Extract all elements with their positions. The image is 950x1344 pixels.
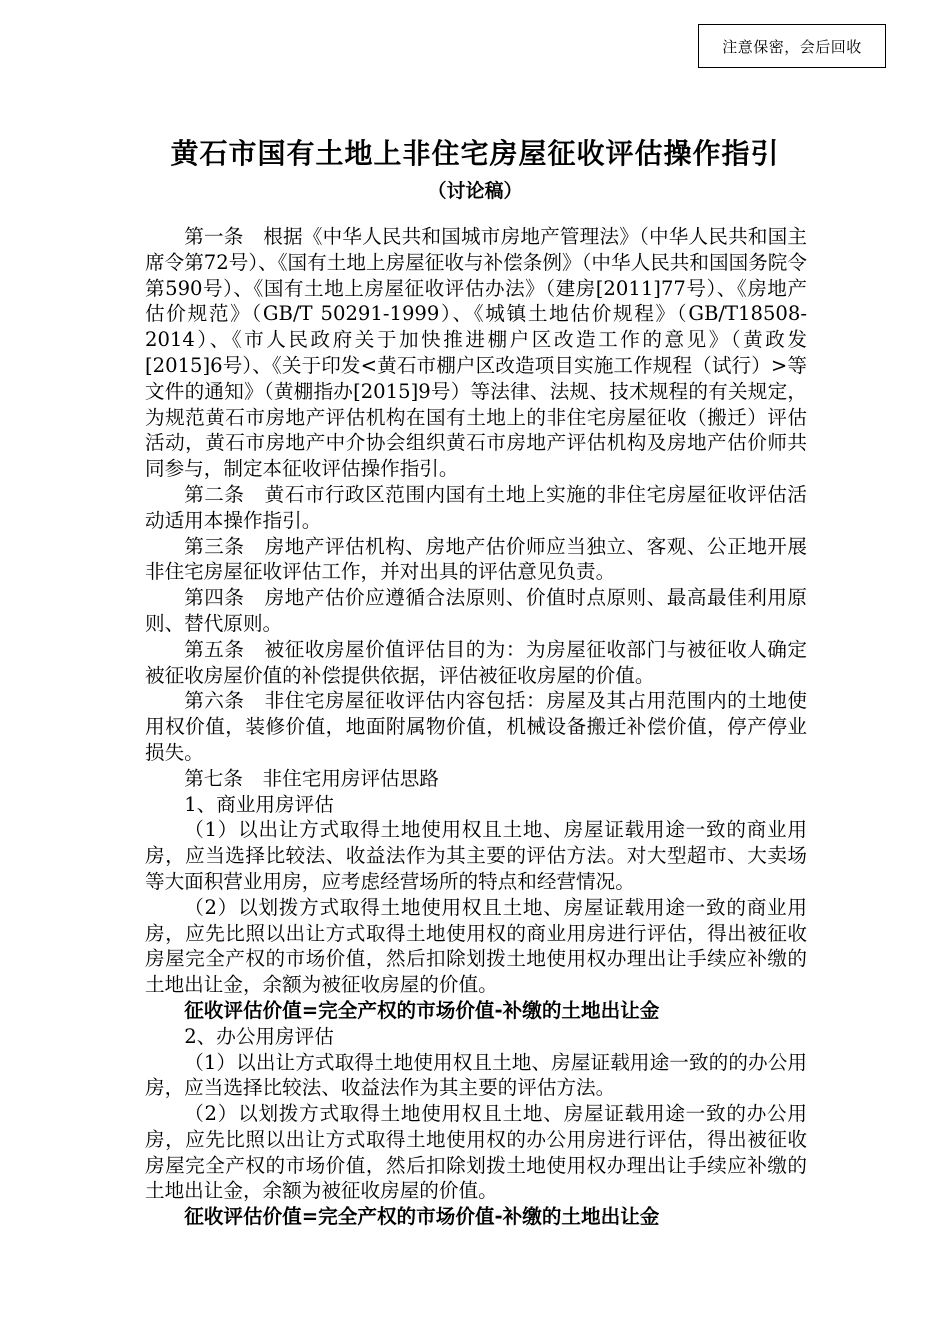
office-formula: 征收评估价值=完全产权的市场价值-补缴的土地出让金 [184,1205,660,1229]
confidential-notice-box [698,24,886,68]
commercial-item-1: （1）以出让方式取得土地使用权且土地、房屋证载用途一致的商业用房，应当选择比较法、收益法作为其主要的评估方法。对大型超市、大卖场等大面积营业用房，应考虑经营场所的特点和经营情况。 [145,818,807,893]
article-4-paragraph: 第四条 房地产估价应遵循合法原则、价值时点原则、最高最佳利用原则、替代原则。 [145,586,807,635]
office-item-2: （2）以划拨方式取得土地使用权且土地、房屋证载用途一致的办公用房，应先比照以出让方式取得土地使用权的办公用房进行评估，得出被征收房屋完全产权的市场价值，然后扣除划拨土地使用权办理出让手续应补缴的土地出让金，余额为被征收房屋的价值。 [145,1102,807,1203]
commercial-item-2: （2）以划拨方式取得土地使用权且土地、房屋证载用途一致的商业用房，应先比照以出让方式取得土地使用权的商业用房进行评估，得出被征收房屋完全产权的市场价值，然后扣除划拨土地使用权办理出让手续应补缴的土地出让金，余额为被征收房屋的价值。 [145,895,807,997]
article-6-paragraph: 第六条 非住宅房屋征收评估内容包括：房屋及其占用范围内的土地使用权价值，装修价值，地面附属物价值，机械设备搬迁补偿价值，停产停业损失。 [145,689,807,764]
confidential-notice-text: 注意保密，会后回收 [722,37,862,56]
document-subtitle: （讨论稿） [427,180,523,202]
article-1-paragraph: 第一条 根据《中华人民共和国城市房地产管理法》（中华人民共和国主席令第72号）、《国有土地上房屋征收与补偿条例》（中华人民共和国国务院令第590号）、《国有土地上房屋征收评估办法》（建房[2011]77号）、《房地产估价规范》（GB/T 50291-1999）、《城镇土地估价规程》（GB/T18508-2014）、《市人民政府关于加快推进棚户区改造工作的意见》（黄政发[2015]6号）、《关于印发<黄石市棚户区改造项目实施工作规程（试行）>等文件的通知》（黄棚指办[2015]9号）等法律、法规、技术规程的有关规定，为规范黄石市房地产评估机构在国有土地上的非住宅房屋征收（搬迁）评估活动，黄石市房地产中介协会组织黄石市房地产评估机构及房地产估价师共同参与，制定本征收评估操作指引。 [145,225,807,481]
commercial-section-heading: 1、商业用房评估 [184,792,334,816]
office-section-heading: 2、办公用房评估 [184,1024,334,1048]
document-title: 黄石市国有土地上非住宅房屋征收评估操作指引 [170,137,780,170]
article-3-paragraph: 第三条 房地产评估机构、房地产估价师应当独立、客观、公正地开展非住宅房屋征收评估工作，并对出具的评估意见负责。 [145,534,807,584]
article-7-heading: 第七条 非住宅用房评估思路 [184,766,439,790]
article-5-paragraph: 第五条 被征收房屋价值评估目的为：为房屋征收部门与被征收人确定被征收房屋价值的补偿提供依据，评估被征收房屋的价值。 [145,637,807,687]
office-item-1: （1）以出让方式取得土地使用权且土地、房屋证载用途一致的的办公用房，应当选择比较法、收益法作为其主要的评估方法。 [145,1050,807,1100]
document-body [145,224,807,1230]
article-2-paragraph: 第二条 黄石市行政区范围内国有土地上实施的非住宅房屋征收评估活动适用本操作指引。 [145,482,807,532]
commercial-formula: 征收评估价值=完全产权的市场价值-补缴的土地出让金 [184,998,660,1022]
